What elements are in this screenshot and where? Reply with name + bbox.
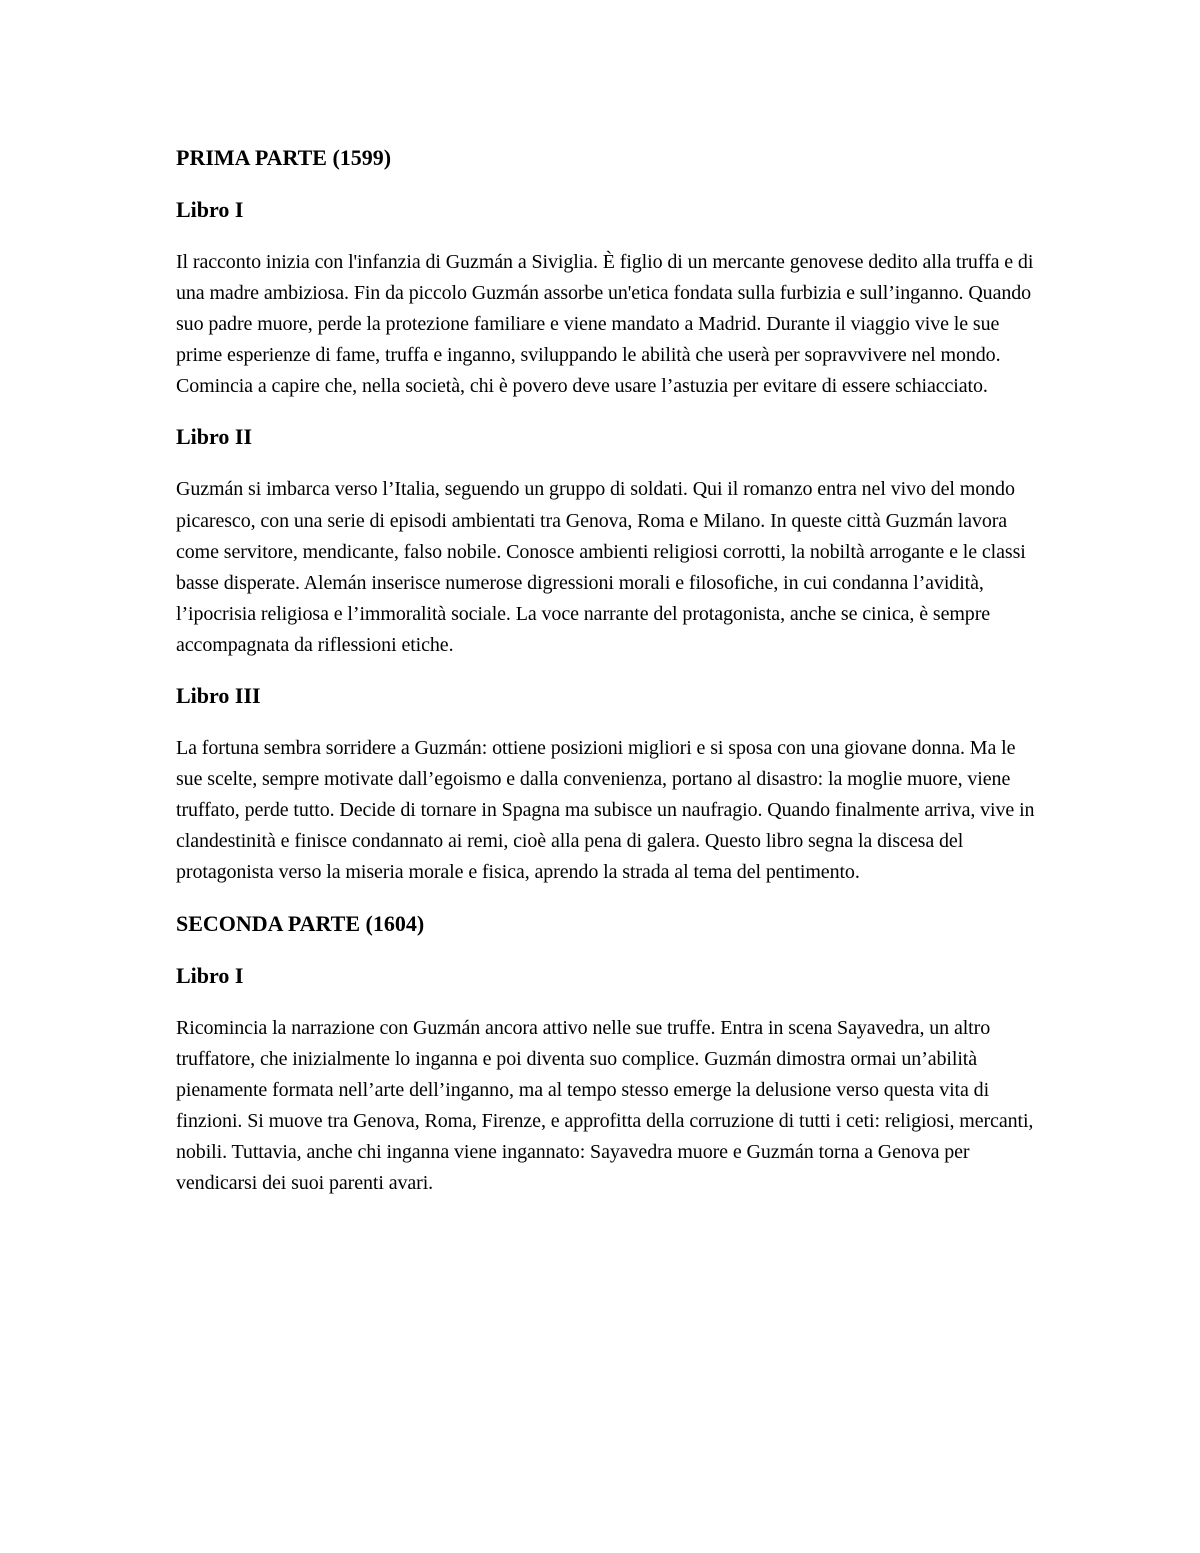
book-paragraph: La fortuna sembra sorridere a Guzmán: ottiene posizioni migliori e si sposa con una giovane donna. Ma le sue scelte, sempre motivate dall’egoismo e dalla convenienza, portano al disastro: la moglie muore, viene truffato, perde tutto. Decide di tornare in Spagna ma subisce un naufragio. Quando finalmente arriva, vive in clandestinità e finisce condannato ai remi, cioè alla pena di galera. Questo libro segna la discesa del protagonista verso la miseria morale e fisica, aprendo la strada al tema del pentimento. xyxy=(176,737,1035,884)
book-heading: Libro II xyxy=(176,424,253,450)
part-heading-prima: PRIMA PARTE (1599) xyxy=(176,145,392,170)
book-paragraph: Il racconto inizia con l'infanzia di Guzmán a Siviglia. È figlio di un mercante genovese dedito alla truffa e di una madre ambiziosa. Fin da piccolo Guzmán assorbe un'etica fondata sulla furbizia e sull’inganno. Quando suo padre muore, perde la protezione familiare e viene mandato a Madrid. Durante il viaggio vive le sue prime esperienze di fame, truffa e inganno, sviluppando le abilità che userà per sopravvivere nel mondo. Comincia a capire che, nella società, chi è povero deve usare l’astuzia per evitare di essere schiacciato. xyxy=(176,251,1034,398)
book-paragraph: Ricomincia la narrazione con Guzmán ancora attivo nelle sue truffe. Entra in scena Sayavedra, un altro truffatore, che inizialmente lo inganna e poi diventa suo complice. Guzmán dimostra ormai un’abilità pienamente formata nell’arte dell’inganno, ma al tempo stesso emerge la delusione verso questa vita di finzioni. Si muove tra Genova, Roma, Firenze, e approfitta della corruzione di tutti i ceti: religiosi, mercanti, nobili. Tuttavia, anche chi inganna viene ingannato: Sayavedra muore e Guzmán torna a Genova per vendicarsi dei suoi parenti avari. xyxy=(176,1016,1034,1194)
book-heading: Libro I xyxy=(176,197,244,222)
part-heading-seconda: SECONDA PARTE (1604) xyxy=(176,910,425,936)
book-heading: Libro III xyxy=(176,683,261,709)
book-paragraph: Guzmán si imbarca verso l’Italia, seguendo un gruppo di soldati. Qui il romanzo entra nel vivo del mondo picaresco, con una serie di episodi ambientati tra Genova, Roma e Milano. In queste città Guzmán lavora come servitore, mendicante, falso nobile. Conosce ambienti religiosi corrotti, la nobiltà arrogante e le classi basse disperate. Alemán inserisce numerose digressioni morali e filosofiche, in cui condanna l’avidità, l’ipocrisia religiosa e l’immoralità sociale. La voce narrante del protagonista, anche se cinica, è sempre accompagnata da riflessioni etiche. xyxy=(176,478,1026,656)
book-heading: Libro I xyxy=(176,962,244,988)
document-body xyxy=(176,143,1036,1219)
